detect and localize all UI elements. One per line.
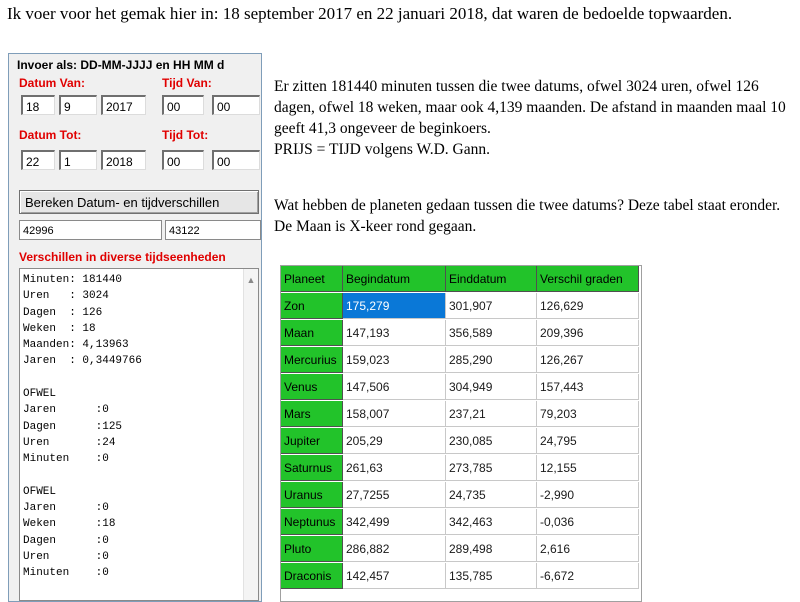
header-begindatum[interactable]: Begindatum <box>343 266 446 292</box>
table-cell[interactable]: -0,036 <box>537 509 639 535</box>
planet-name-cell[interactable]: Uranus <box>281 482 343 508</box>
table-cell[interactable]: 12,155 <box>537 455 639 481</box>
planets-paragraph: Wat hebben de planeten gedaan tussen die twee datums? Deze tabel staat eronder. De Maan is X-keer rond gegaan. <box>274 197 781 235</box>
to-day-input[interactable]: 22 <box>21 150 55 170</box>
table-cell[interactable]: 159,023 <box>343 347 446 373</box>
table-cell[interactable]: 342,463 <box>446 509 537 535</box>
to-month-input[interactable]: 1 <box>59 150 97 170</box>
datum-van-label: Datum Van: <box>19 76 86 90</box>
table-cell[interactable]: -2,990 <box>537 482 639 508</box>
to-year-input[interactable]: 2018 <box>101 150 146 170</box>
gann-quote: PRIJS = TIJD volgens W.D. Gann. <box>274 141 491 158</box>
input-format-hint: Invoer als: DD-MM-JJJJ en HH MM d <box>17 58 225 72</box>
table-cell[interactable]: 175,279 <box>343 293 446 319</box>
from-day-input[interactable]: 18 <box>21 95 55 115</box>
table-cell[interactable]: 237,21 <box>446 401 537 427</box>
table-cell[interactable]: 147,506 <box>343 374 446 400</box>
header-planeet[interactable]: Planeet <box>281 266 343 292</box>
table-row[interactable] <box>281 509 639 536</box>
table-row[interactable] <box>281 536 639 563</box>
table-row[interactable] <box>281 293 639 320</box>
planet-name-cell[interactable]: Venus <box>281 374 343 400</box>
table-row[interactable] <box>281 320 639 347</box>
date-calculator-panel <box>8 53 262 602</box>
planet-name-cell[interactable]: Neptunus <box>281 509 343 535</box>
result-scrollbar[interactable] <box>243 269 258 600</box>
datum-tot-label: Datum Tot: <box>19 128 82 142</box>
intro-text: Ik voer voor het gemak hier in: 18 september 2017 en 22 januari 2018, dat waren de bedoelde topwaarden. <box>7 4 733 23</box>
from-month-input[interactable]: 9 <box>59 95 97 115</box>
explanation-text: Er zitten 181440 minuten tussen die twee datums, ofwel 3024 uren, ofwel 126 dagen, ofwel 18 weken, maar ook 4,139 maanden. De afstand in maanden maal 10 geeft 41,3 ongeveer de beginkoers. <box>274 78 786 137</box>
table-header-row <box>281 266 639 293</box>
table-cell[interactable]: 142,457 <box>343 563 446 589</box>
to-minute-input[interactable]: 00 <box>212 150 260 170</box>
calculate-button[interactable]: Bereken Datum- en tijdverschillen <box>19 190 259 214</box>
result-text: Minuten: 181440 Uren : 3024 Dagen : 126 Weken : 18 Maanden: 4,13963 Jaren : 0,3449766 OFWEL Jaren :0 Dagen :125 Uren :24 Minuten :0 OFWEL Jaren :0 Weken :18 Dagen :0 Uren :0 Minuten :0 <box>23 274 142 580</box>
table-row[interactable] <box>281 374 639 401</box>
from-year-input[interactable]: 2017 <box>101 95 146 115</box>
table-cell[interactable]: 342,499 <box>343 509 446 535</box>
table-cell[interactable]: 126,629 <box>537 293 639 319</box>
table-row[interactable] <box>281 347 639 374</box>
serial-from-field[interactable]: 42996 <box>19 220 162 240</box>
header-einddatum[interactable]: Einddatum <box>446 266 537 292</box>
table-cell[interactable]: 24,735 <box>446 482 537 508</box>
table-cell[interactable]: 205,29 <box>343 428 446 454</box>
planet-name-cell[interactable]: Draconis <box>281 563 343 589</box>
table-cell[interactable]: 356,589 <box>446 320 537 346</box>
header-verschil[interactable]: Verschil graden <box>537 266 639 292</box>
planet-name-cell[interactable]: Mercurius <box>281 347 343 373</box>
result-label: Verschillen in diverse tijdseenheden <box>19 250 226 264</box>
table-row[interactable] <box>281 455 639 482</box>
table-row[interactable] <box>281 482 639 509</box>
planet-name-cell[interactable]: Pluto <box>281 536 343 562</box>
planet-name-cell[interactable]: Mars <box>281 401 343 427</box>
planet-name-cell[interactable]: Saturnus <box>281 455 343 481</box>
planet-name-cell[interactable]: Zon <box>281 293 343 319</box>
planet-table <box>280 265 642 602</box>
tijd-van-label: Tijd Van: <box>162 76 212 90</box>
table-row[interactable] <box>281 428 639 455</box>
table-cell[interactable]: 285,290 <box>446 347 537 373</box>
result-textarea[interactable] <box>19 268 259 601</box>
serial-to-field[interactable]: 43122 <box>165 220 261 240</box>
scroll-up-icon[interactable]: ▲ <box>246 275 256 285</box>
table-cell[interactable]: 135,785 <box>446 563 537 589</box>
table-cell[interactable]: -6,672 <box>537 563 639 589</box>
table-cell[interactable]: 157,443 <box>537 374 639 400</box>
planet-name-cell[interactable]: Jupiter <box>281 428 343 454</box>
table-cell[interactable]: 158,007 <box>343 401 446 427</box>
table-cell[interactable]: 230,085 <box>446 428 537 454</box>
table-cell[interactable]: 273,785 <box>446 455 537 481</box>
to-hour-input[interactable]: 00 <box>162 150 204 170</box>
table-cell[interactable]: 304,949 <box>446 374 537 400</box>
table-cell[interactable]: 147,193 <box>343 320 446 346</box>
table-row[interactable] <box>281 563 639 590</box>
explanation-paragraph <box>274 76 794 160</box>
planet-name-cell[interactable]: Maan <box>281 320 343 346</box>
table-cell[interactable]: 126,267 <box>537 347 639 373</box>
table-cell[interactable]: 27,7255 <box>343 482 446 508</box>
from-hour-input[interactable]: 00 <box>162 95 204 115</box>
table-cell[interactable]: 301,907 <box>446 293 537 319</box>
table-cell[interactable]: 286,882 <box>343 536 446 562</box>
table-cell[interactable]: 79,203 <box>537 401 639 427</box>
from-minute-input[interactable]: 00 <box>212 95 260 115</box>
table-row[interactable] <box>281 401 639 428</box>
table-cell[interactable]: 24,795 <box>537 428 639 454</box>
table-cell[interactable]: 289,498 <box>446 536 537 562</box>
table-cell[interactable]: 209,396 <box>537 320 639 346</box>
table-cell[interactable]: 261,63 <box>343 455 446 481</box>
tijd-tot-label: Tijd Tot: <box>162 128 209 142</box>
table-cell[interactable]: 2,616 <box>537 536 639 562</box>
